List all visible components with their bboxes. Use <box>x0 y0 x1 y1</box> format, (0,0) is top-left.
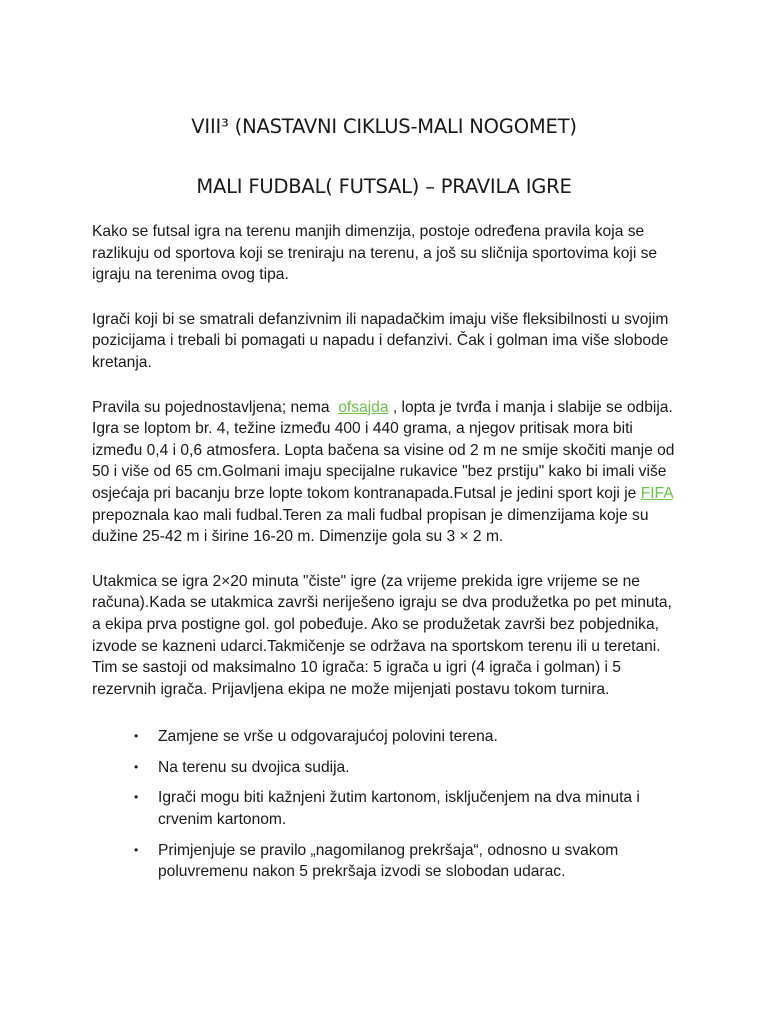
rules-text-part-3: prepoznala kao mali fudbal.Teren za mali fudbal propisan je dimenzijama koje su dužine 25-42 m i širine 16-20 m. Dimenzije gola su 3 × 2 m. <box>92 506 649 546</box>
bullet-icon: • <box>134 842 139 857</box>
rules-text-part-1: Pravila su pojednostavljena; nema <box>92 398 334 416</box>
paragraph-intro: Kako se futsal igra na terenu manjih dimenzija, postoje određena pravila koja se razlikuju od sportova koji se treniraju na terenu, a još su sličnija sportovima koji se igraju na terenima ovog tipa. <box>92 223 658 284</box>
bullet-icon: • <box>134 759 139 774</box>
list-item <box>92 787 676 830</box>
bullet-icon: • <box>134 729 139 744</box>
paragraph-players: Igrači koji bi se smatrali defanzivnim ili napadačkim imaju više fleksibilnosti u svojim pozicijama i trebali bi pomagati u napadu i defanzivi. Čak i golman ima više slobode kretanja. <box>92 310 669 371</box>
fifa-link[interactable]: FIFA <box>640 484 673 502</box>
list-item-text: Na terenu su dvojica sudija. <box>158 758 350 776</box>
document-subtitle: MALI FUDBAL( FUTSAL) – PRAVILA IGRE <box>196 175 572 198</box>
document-title: VIII³ (NASTAVNI CIKLUS-MALI NOGOMET) <box>191 115 577 138</box>
rules-text-part-2: , lopta je tvrđa i manja i slabije se odbija. Igra se loptom br. 4, težine između 400 i 440 grama, a njegov pritisak mora biti između 0,4 i 0,6 atmosfera. Lopta bačena sa visine od 2 m ne smije skočiti manje od 50 i više od 65 cm.Golmani imaju specijalne rukavice "bez prstiju" kako bi imali više osjećaja pri bacanju brze lopte tokom kontranapada.Futsal je jedini sport koji je <box>92 398 675 502</box>
list-item-text: Primjenjuje se pravilo „nagomilanog prekršaja“, odnosno u svakom poluvremenu nakon 5 prekršaja izvodi se slobodan udarac. <box>158 841 619 881</box>
rules-list <box>92 726 676 883</box>
list-item <box>92 726 676 748</box>
paragraph-match: Utakmica se igra 2×20 minuta "čiste" igre (za vrijeme prekida igre vrijeme se ne računa).Kada se utakmica završi neriješeno igraju se dva produžetka po pet minuta, a ekipa prva postigne gol. gol pobeđuje. Ako se produžetak završi bez pobjednika, izvode se kazneni udarci.Takmičenje se održava na sportskom terenu ili u teretani. Tim se sastoji od maksimalno 10 igrača: 5 igrača u igri (4 igrača i golman) i 5 rezervnih igrača. Prijavljena ekipa ne može mijenjati postavu tokom turnira. <box>92 572 672 698</box>
list-item-text: Igrači mogu biti kažnjeni žutim kartonom, isključenjem na dva minuta i crvenim kartonom. <box>158 789 640 829</box>
list-item <box>92 757 676 779</box>
bullet-icon: • <box>134 790 139 805</box>
offside-link[interactable]: ofsajda <box>338 398 389 416</box>
paragraph-rules <box>92 397 676 548</box>
list-item <box>92 840 676 883</box>
list-item-text: Zamjene se vrše u odgovarajućoj polovini terena. <box>158 728 498 746</box>
